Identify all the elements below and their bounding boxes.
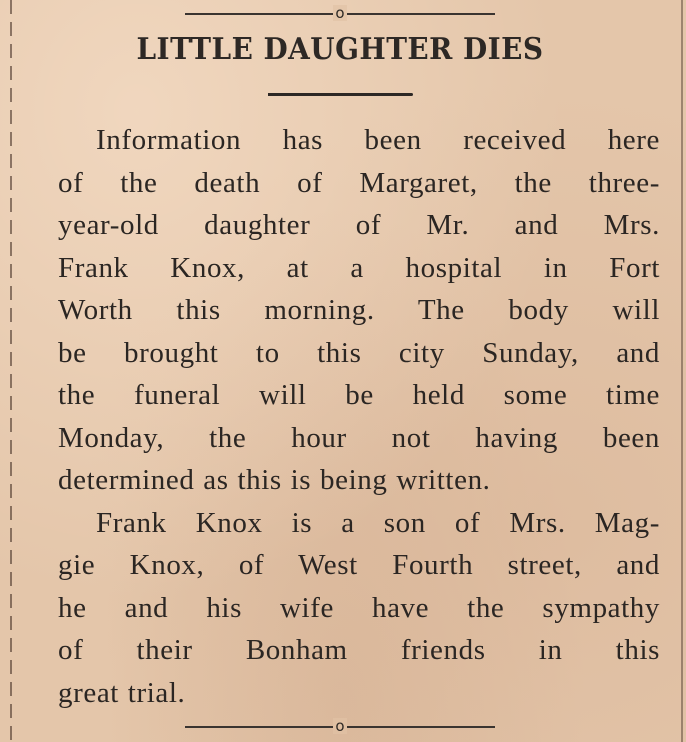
body-line: great trial.	[58, 676, 186, 709]
clipping-left-edge	[10, 0, 12, 742]
top-separator-rule	[185, 4, 495, 22]
body-line: Information has been received here	[96, 124, 660, 156]
body-line: Frank Knox is a son of Mrs. Mag-	[96, 506, 660, 539]
headline-underline-rule	[268, 93, 413, 96]
bottom-separator-rule	[185, 717, 495, 735]
body-line: Frank Knox, at a hospital in Fort	[58, 251, 660, 284]
body-line: gie Knox, of West Fourth street, and	[58, 549, 660, 581]
body-line: determined as this is being written.	[58, 464, 491, 496]
body-line: be brought to this city Sunday, and	[58, 336, 660, 369]
clipping-right-edge	[681, 0, 683, 742]
body-line: Monday, the hour not having been	[58, 421, 660, 454]
body-line: year-old daughter of Mr. and Mrs.	[58, 209, 660, 241]
body-line: of their Bonham friends in this	[58, 634, 660, 666]
body-line: Worth this morning. The body will	[58, 294, 660, 326]
article-headline: LITTLE DAUGHTER DIES	[136, 32, 544, 67]
body-line: of the death of Margaret, the three-	[58, 166, 660, 199]
body-line: he and his wife have the sympathy	[58, 591, 660, 624]
top-separator-ornament: o	[333, 5, 347, 21]
bottom-separator-ornament: o	[333, 718, 347, 734]
article-paragraph-2	[20, 502, 660, 715]
body-line: the funeral will be held some time	[58, 379, 660, 411]
article-body	[20, 119, 660, 714]
article-paragraph-1	[20, 119, 660, 502]
